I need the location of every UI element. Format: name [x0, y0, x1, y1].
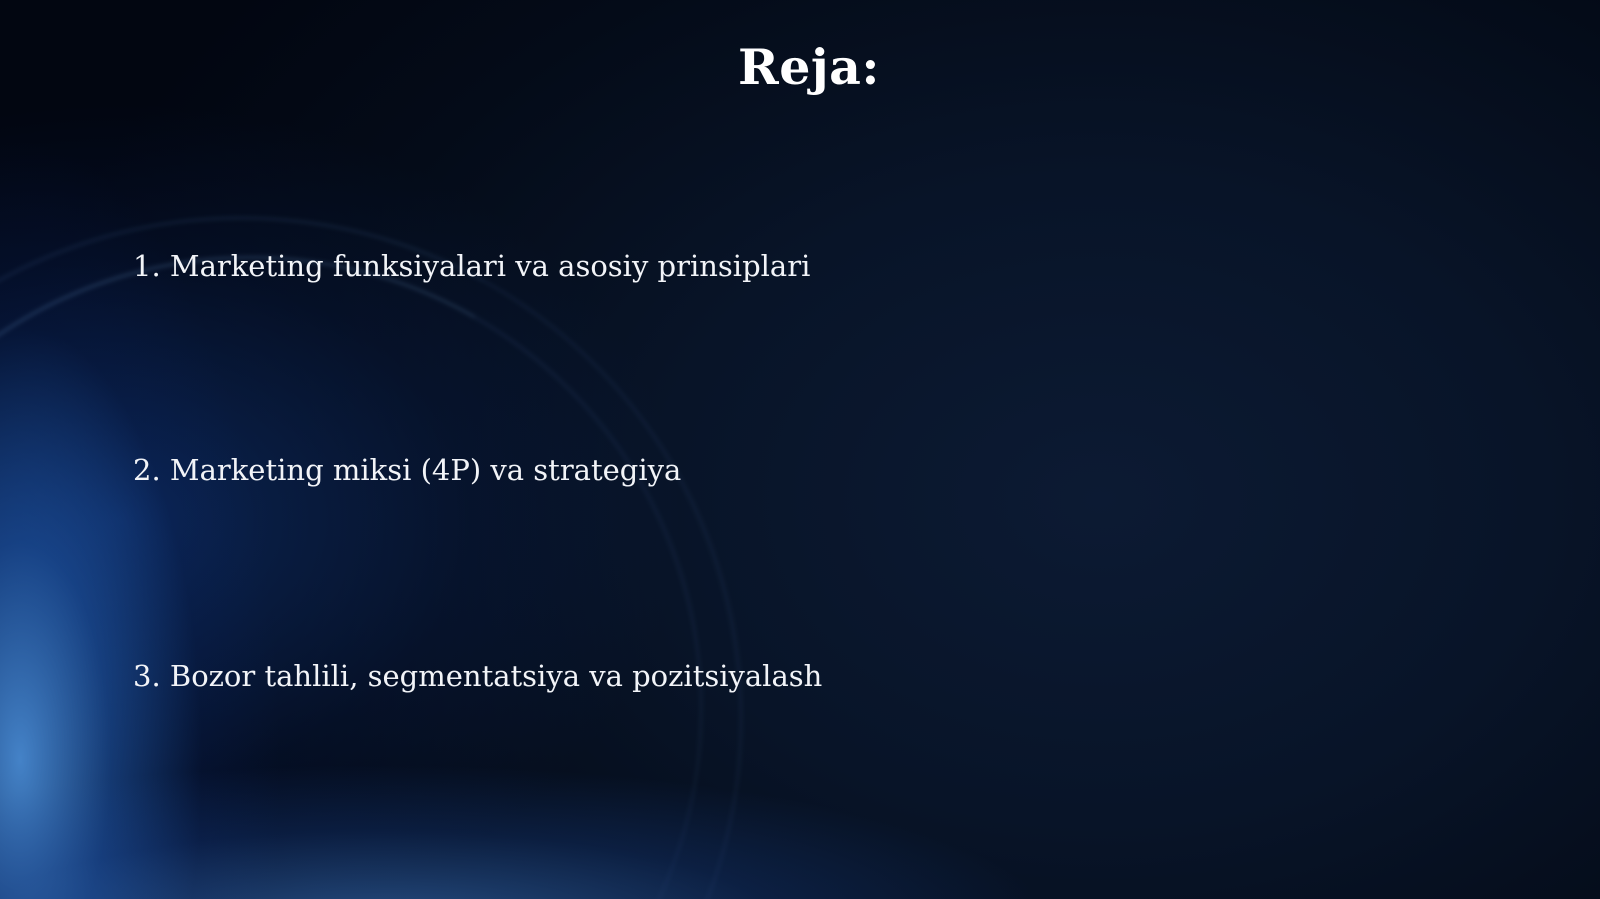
list-item: 3. Bozor tahlili, segmentatsiya va pozitsiyalash: [133, 659, 823, 693]
background-light-streak: [0, 98, 861, 899]
slide-title: Reja:: [738, 38, 880, 96]
list-item: 1. Marketing funksiyalari va asosiy prinsiplari: [133, 249, 811, 283]
list-item: 2. Marketing miksi (4P) va strategiya: [133, 453, 682, 487]
